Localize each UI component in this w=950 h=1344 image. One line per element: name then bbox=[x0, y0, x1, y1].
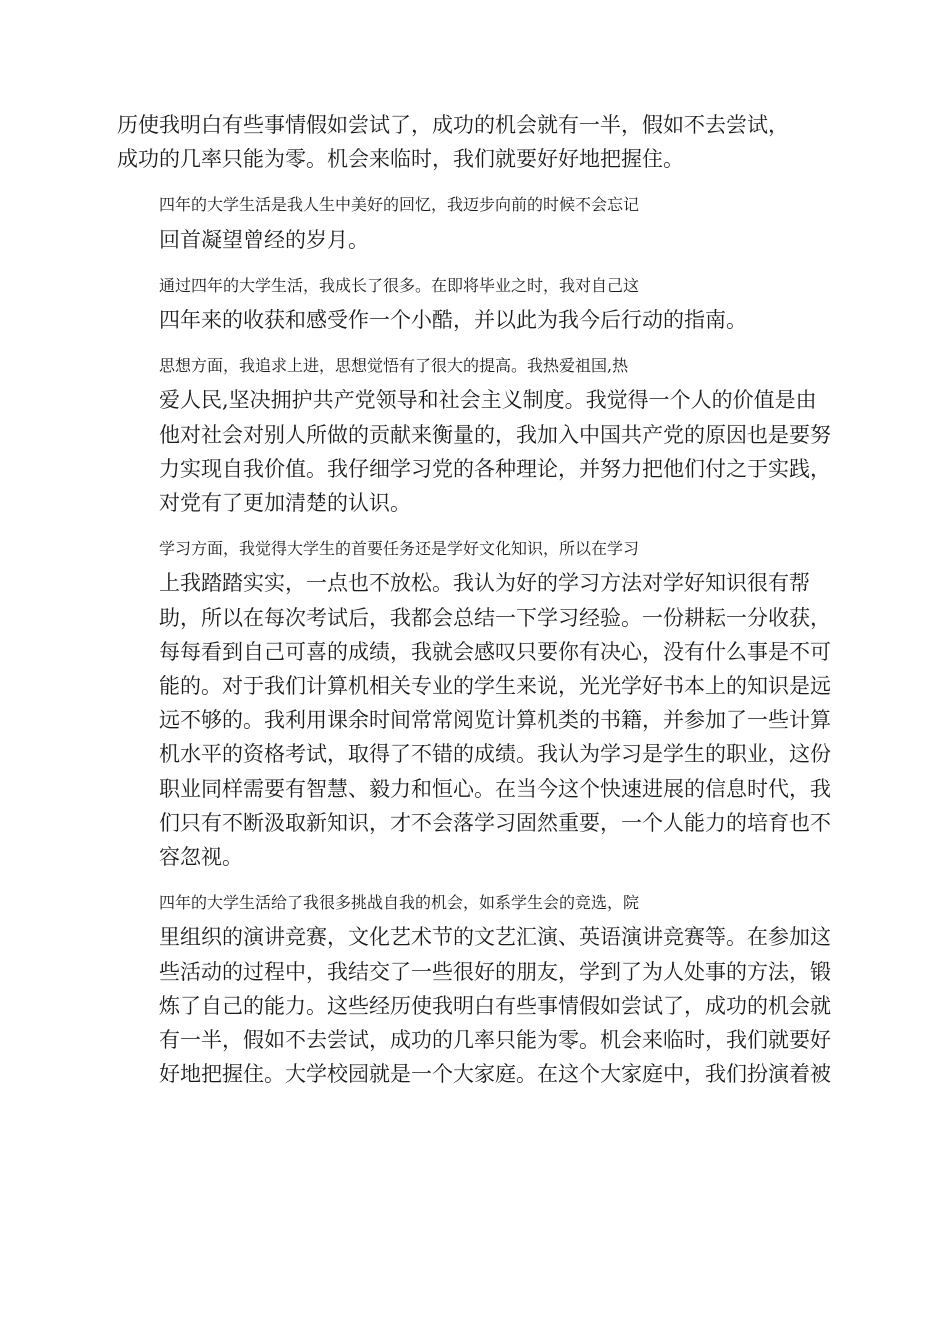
text-line: 职业同样需要有智慧、毅力和恒心。在当今这个快速进展的信息时代，我 bbox=[159, 776, 831, 801]
text-line: 好地把握住。大学校园就是一个大家庭。在这个大家庭中，我们扮演着被 bbox=[159, 1062, 831, 1087]
text-line: 对党有了更加清楚的认识。 bbox=[159, 491, 411, 516]
text-line: 里组织的演讲竞赛，文化艺术节的文艺汇演、英语演讲竞赛等。在参加这 bbox=[159, 925, 831, 950]
text-line: 炼了自己的能力。这些经历使我明白有些事情假如尝试了，成功的机会就 bbox=[159, 993, 831, 1018]
text-line: 力实现自我价值。我仔细学习党的各种理论，并努力把他们付之于实践， bbox=[159, 456, 831, 481]
text-line: 上我踏踏实实，一点也不放松。我认为好的学习方法对学好知识很有帮 bbox=[159, 571, 810, 596]
paragraph-5 bbox=[117, 532, 837, 874]
paragraph-2 bbox=[117, 188, 837, 256]
paragraph-6 bbox=[117, 886, 837, 1091]
text-line: 学习方面，我觉得大学生的首要任务还是学好文化知识，所以在学习 bbox=[159, 539, 640, 559]
text-line: 有一半，假如不去尝试，成功的几率只能为零。机会来临时，我们就要好 bbox=[159, 1028, 831, 1053]
text-line: 们只有不断汲取新知识，才不会落学习固然重要，一个人能力的培育也不 bbox=[159, 810, 831, 835]
text-line: 他对社会对别人所做的贡献来衡量的，我加入中国共产党的原因也是要努 bbox=[159, 422, 831, 447]
text-line: 助，所以在每次考试后，我都会总结一下学习经验。一份耕耘一分收获， bbox=[159, 605, 831, 630]
paragraph-1 bbox=[117, 108, 837, 176]
text-line: 四年来的收获和感受作一个小酷，并以此为我今后行动的指南。 bbox=[159, 308, 747, 333]
text-line: 每每看到自己可喜的成绩，我就会感叹只要你有决心，没有什么事是不可 bbox=[159, 639, 831, 664]
text-line: 通过四年的大学生活，我成长了很多。在即将毕业之时，我对自己这 bbox=[159, 275, 640, 295]
text-line: 回首凝望曾经的岁月。 bbox=[159, 227, 369, 252]
paragraph-3 bbox=[117, 269, 837, 337]
text-line: 容忽视。 bbox=[159, 845, 243, 870]
text-line: 历使我明白有些事情假如尝试了，成功的机会就有一半，假如不去尝试， bbox=[117, 113, 789, 137]
document-body bbox=[117, 108, 837, 1103]
paragraph-4 bbox=[117, 349, 837, 520]
text-line: 机水平的资格考试，取得了不错的成绩。我认为学习是学生的职业，这份 bbox=[159, 742, 831, 767]
text-line: 能的。对于我们计算机相关专业的学生来说，光光学好书本上的知识是远 bbox=[159, 674, 831, 699]
text-line: 四年的大学生活是我人生中美好的回忆，我迈步向前的时候不会忘记 bbox=[159, 195, 640, 215]
text-line: 爱人民,坚决拥护共产党领导和社会主义制度。我觉得一个人的价值是由 bbox=[159, 388, 817, 413]
text-line: 远不够的。我利用课余时间常常阅览计算机类的书籍，并参加了一些计算 bbox=[159, 708, 831, 733]
text-line: 四年的大学生活给了我很多挑战自我的机会，如系学生会的竞选，院 bbox=[159, 893, 640, 913]
text-line: 些活动的过程中，我结交了一些很好的朋友，学到了为人处事的方法，锻 bbox=[159, 959, 831, 984]
text-line: 思想方面，我追求上进，思想觉悟有了很大的提高。我热爱祖国,热 bbox=[159, 356, 629, 376]
text-line: 成功的几率只能为零。机会来临时，我们就要好好地把握住。 bbox=[117, 147, 684, 172]
